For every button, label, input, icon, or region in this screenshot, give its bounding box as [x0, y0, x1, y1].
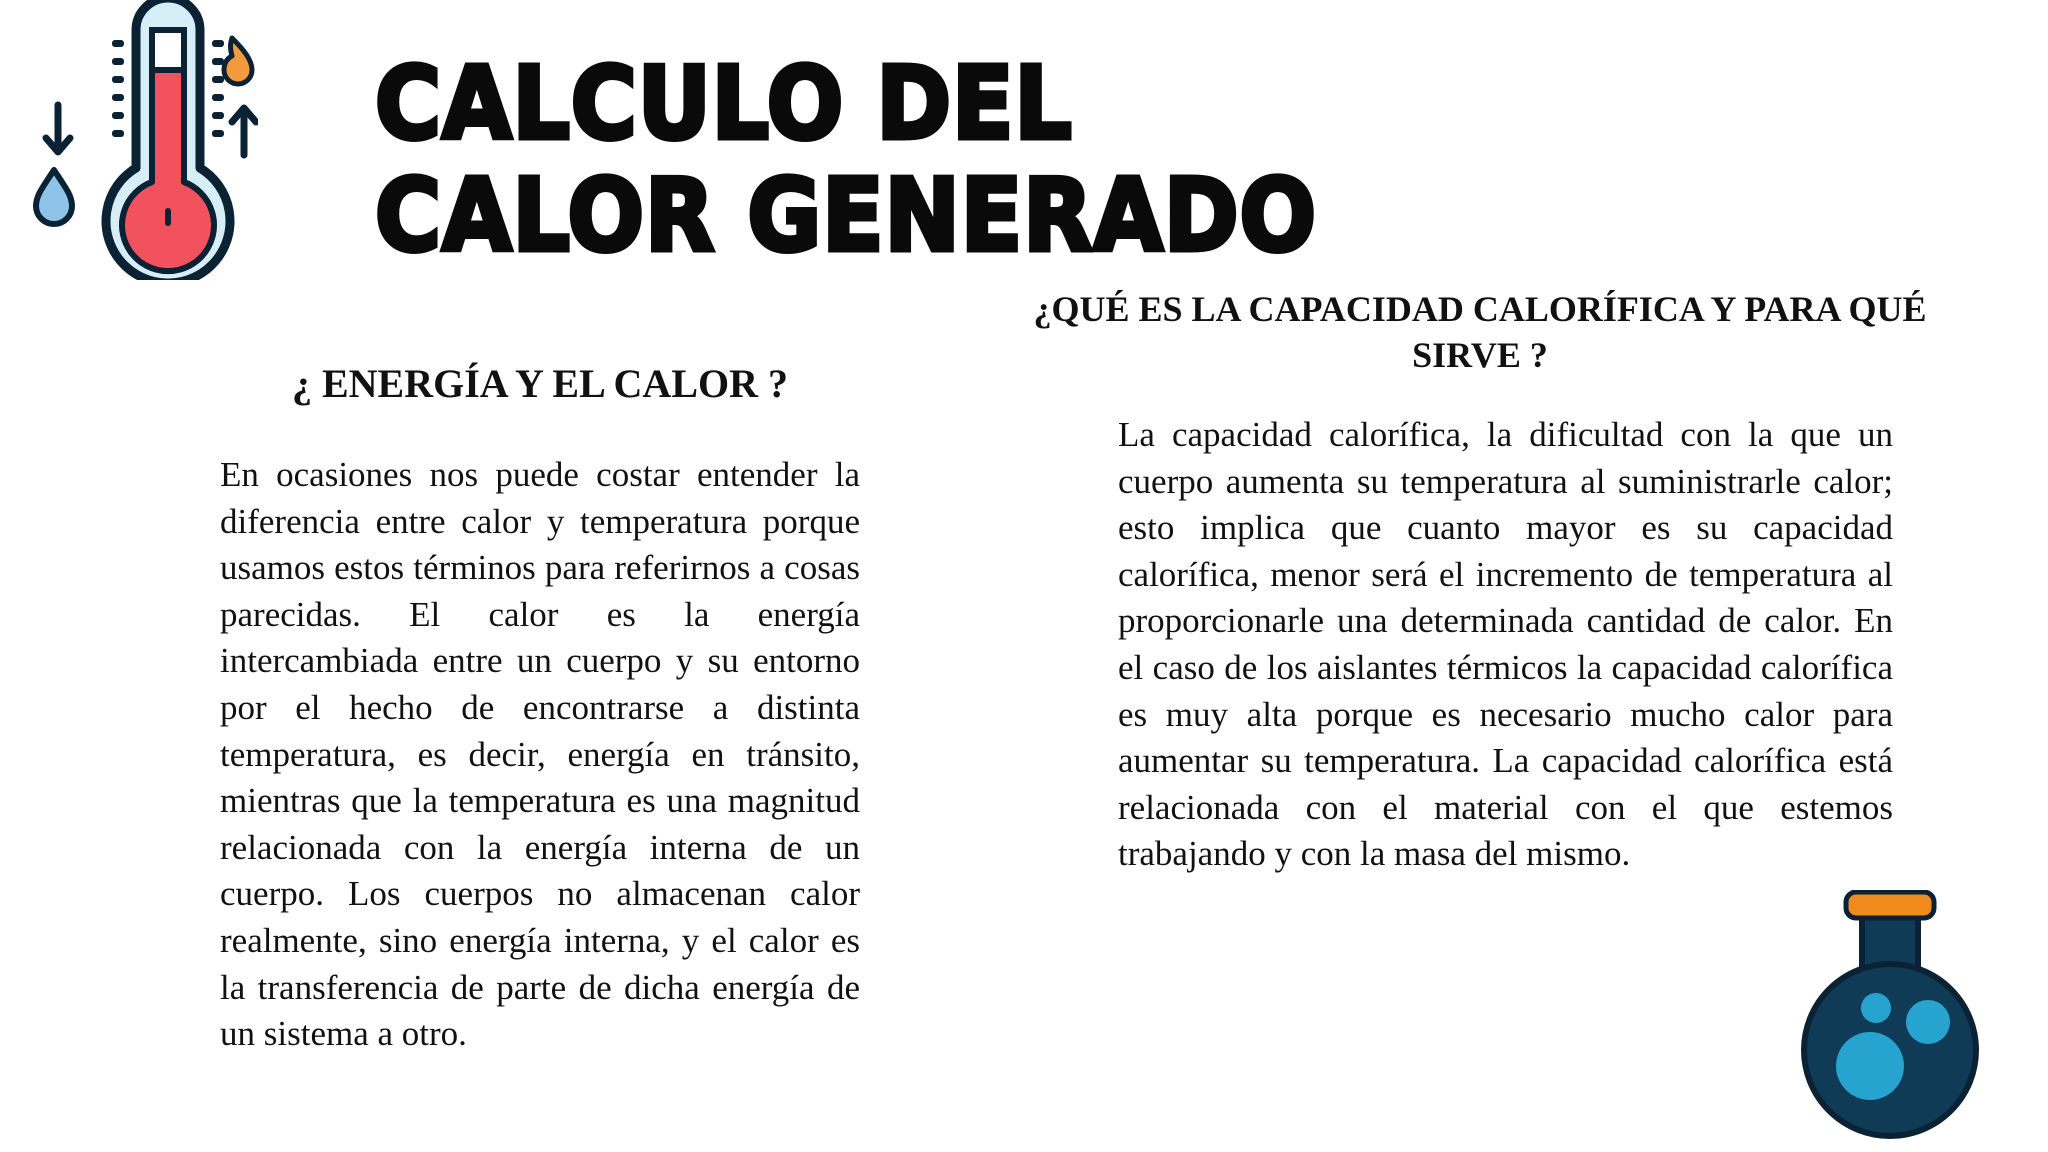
energy-heat-paragraph: En ocasiones nos puede costar entender la diferencia entre calor y temperatura porque usamos estos términos para referirnos a cosas parecidas. El calor es la energía intercambiada entre un cuerpo y su entorno por el hecho de encontrarse a distinta temperatura, es decir, energía en tránsito, mientras que la temperatura es una magnitud relacionada con la energía interna de un cuerpo. Los cuerpos no almacenan calor realmente, sino energía interna, y el calor es la transferencia de parte de dicha energía de un sistema a otro. [220, 455, 860, 1054]
slide-title: CALCULO DEL CALOR GENERADO [375, 45, 1317, 274]
flask-icon [1790, 890, 1990, 1140]
thermometer-icon [28, 0, 258, 280]
heat-capacity-heading: ¿QUÉ ES LA CAPACIDAD CALORÍFICA Y PARA QUÉ SIRVE ? [1033, 289, 1927, 375]
heat-capacity-paragraph: La capacidad calorífica, la dificultad con la que un cuerpo aumenta su temperatura al suministrarle calor; esto implica que cuanto mayor es su capacidad calorífica, menor será el incremento de temperatura al proporcionarle una determinada cantidad de calor. En el caso de los aislantes térmicos la capacidad calorífica es muy alta porque es necesario mucho calor para aumentar su temperatura. La capacidad calorífica está relacionada con el material con el que estemos trabajando y con la masa del mismo. [1118, 415, 1893, 874]
energy-heat-heading: ¿ ENERGÍA Y EL CALOR ? [291, 361, 788, 406]
